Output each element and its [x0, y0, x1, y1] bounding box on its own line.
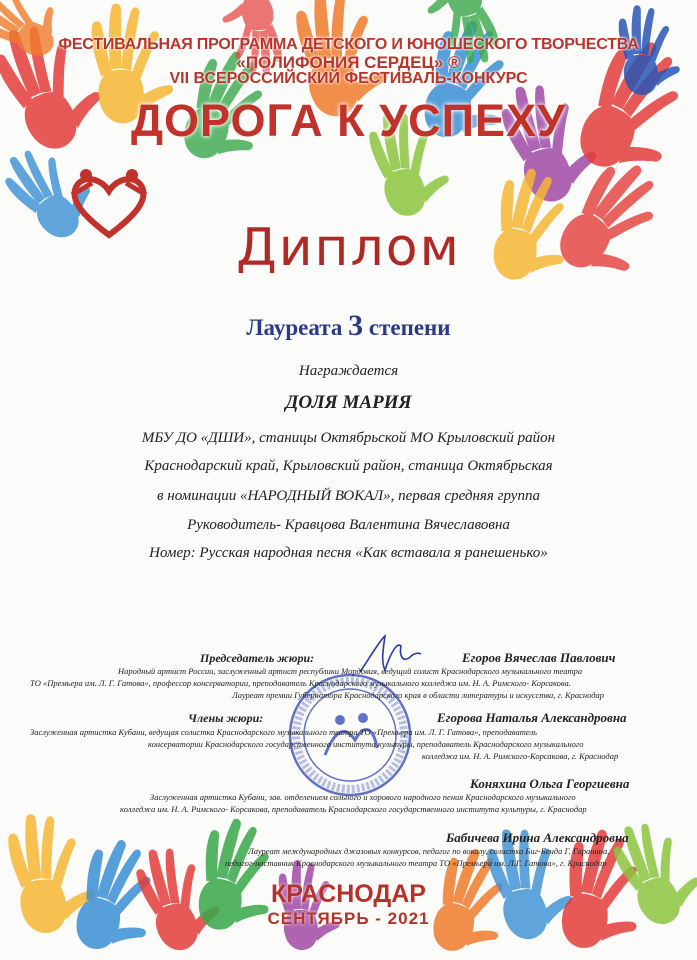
jury-member-desc-1b: консерватории Краснодарского государственного института культуры, преподаватель Краснодарского музыкального — [148, 739, 584, 749]
jury-member-desc-3a: Лауреат международных джазовых конкурсов, педагог по вокалу, солистка Биг-Бенда Г. Гаранина, — [248, 846, 610, 856]
jury-member-name-3: Бабичева Ирина Александровна — [446, 830, 629, 845]
footer-city: КРАСНОДАР — [271, 880, 426, 908]
footer-date: СЕНТЯБРЬ - 2021 — [267, 909, 430, 928]
jury-chair-label: Председатель жюри: — [200, 651, 315, 665]
nomination-line: в номинации «НАРОДНЫЙ ВОКАЛ», первая средняя группа — [157, 488, 540, 504]
laureate-prefix: Лауреата — [246, 315, 349, 340]
jury-member-name-2: Коняхина Ольга Георгиевна — [470, 776, 630, 791]
diploma-title: Диплом — [236, 218, 461, 278]
jury-member-desc-3b: педагог-наставник Краснодарского музыкального театра ТО «Премьера им. Л.Г. Гатова», г. Краснодар — [225, 858, 607, 868]
festival-contest-heading: VII ВСЕРОССИЙСКИЙ ФЕСТИВАЛЬ-КОНКУРС — [169, 70, 528, 87]
performance-line: Номер: Русская народная песня «Как вставала я ранешенько» — [149, 545, 548, 561]
institution-line: МБУ ДО «ДШИ», станицы Октябрьской МО Крыловский район — [141, 430, 556, 446]
festival-name: ДОРОГА К УСПЕХУ — [131, 95, 566, 146]
laureate-degree — [0, 309, 697, 343]
jury-member-name-1: Егорова Наталья Александровна — [437, 710, 627, 725]
laureate-degree-number: 3 — [348, 309, 364, 342]
jury-chair-name: Егоров Вячеслав Павлович — [462, 650, 616, 665]
jury-chair-desc-3: Лауреат премии Губернатора Краснодарского края в области литературы и искусства, г. Краснодар — [232, 690, 605, 700]
jury-member-desc-1c: колледжа им. Н. А. Римского-Корсакова, г. Краснодар — [422, 751, 619, 761]
supervisor-line: Руководитель- Кравцова Валентина Вячеславовна — [187, 517, 510, 533]
jury-members-label: Члены жюри: — [188, 711, 264, 725]
festival-program-heading: ФЕСТИВАЛЬНАЯ ПРОГРАММА ДЕТСКОГО И ЮНОШЕСКОГО ТВОРЧЕСТВА — [58, 36, 639, 53]
jury-chair-desc-2: ТО «Премьера им. Л. Г. Гатова», профессор консерватории, преподаватель Краснодарского музыкального колледжа им. Н. А. Римского- Корсакова. — [30, 678, 571, 688]
festival-brand-heading: «ПОЛИФОНИЯ СЕРДЕЦ» ® — [236, 53, 461, 72]
jury-member-desc-2b: колледжа им. Н. А. Римского- Корсакова, преподаватель Краснодарского государственного института культуры, г. Краснодар — [120, 804, 587, 814]
jury-member-desc-1a: Заслуженная артистка Кубани, ведущая солистка Краснодарского музыкального театра ТО «Премьера им. Л. Г. Гатова», преподаватель — [30, 727, 538, 737]
laureate-suffix: степени — [363, 315, 451, 340]
jury-member-desc-2a: Заслуженная артистка Кубани, зав. отделением сольного и хорового народного пения Краснодарского музыкального — [150, 792, 576, 802]
jury-chair-desc-1: Народный артист России, заслуженный артист республики Мордовия, ведущий солист Краснодарского музыкального театра — [118, 666, 583, 676]
recipient-name: ДОЛЯ МАРИЯ — [285, 392, 412, 413]
region-line: Краснодарский край, Крыловский район, станица Октябрьская — [144, 458, 553, 474]
awarded-label: Награждается — [298, 363, 399, 379]
